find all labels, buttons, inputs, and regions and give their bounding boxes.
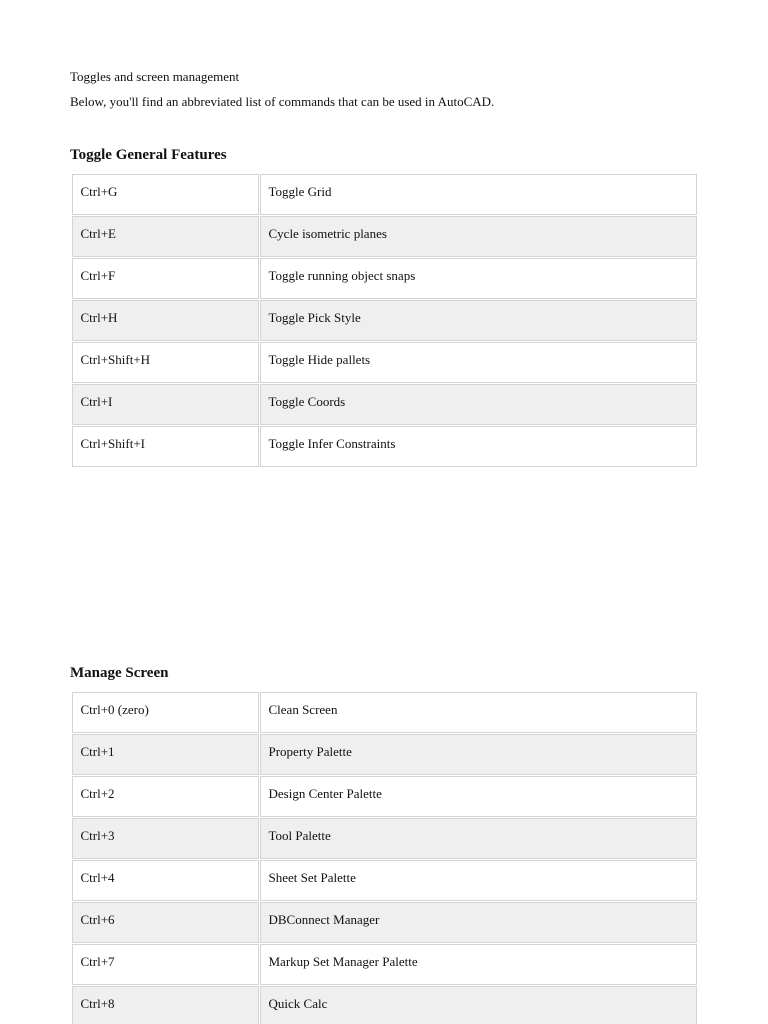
table-row <box>71 943 698 985</box>
table-row <box>71 985 698 1024</box>
table-row <box>71 859 698 901</box>
shortcut-key-cell: Ctrl+E <box>72 216 259 257</box>
shortcut-description-cell: Tool Palette <box>260 818 697 859</box>
shortcut-description-cell: Property Palette <box>260 734 697 775</box>
manage-screen-table <box>71 691 698 1024</box>
shortcut-description-cell: Toggle Infer Constraints <box>260 426 697 467</box>
shortcut-key-cell: Ctrl+G <box>72 174 259 215</box>
shortcut-description-cell: Toggle Hide pallets <box>260 342 697 383</box>
table-row <box>71 775 698 817</box>
table-row <box>71 383 698 425</box>
shortcut-key-cell: Ctrl+1 <box>72 734 259 775</box>
shortcut-description-cell: Toggle Pick Style <box>260 300 697 341</box>
shortcut-description-cell: Design Center Palette <box>260 776 697 817</box>
shortcut-description-cell: Sheet Set Palette <box>260 860 697 901</box>
table-row <box>71 817 698 859</box>
section-heading-toggle-general-features: Toggle General Features <box>70 147 227 163</box>
shortcut-description-cell: Toggle running object snaps <box>260 258 697 299</box>
table-row <box>71 733 698 775</box>
table-row <box>71 425 698 467</box>
shortcut-description-cell: Cycle isometric planes <box>260 216 697 257</box>
shortcut-key-cell: Ctrl+Shift+H <box>72 342 259 383</box>
shortcut-key-cell: Ctrl+6 <box>72 902 259 943</box>
section-heading-manage-screen: Manage Screen <box>70 665 169 681</box>
table-row <box>71 215 698 257</box>
shortcut-key-cell: Ctrl+4 <box>72 860 259 901</box>
intro-title: Toggles and screen management <box>70 69 240 84</box>
shortcut-description-cell: DBConnect Manager <box>260 902 697 943</box>
shortcut-key-cell: Ctrl+I <box>72 384 259 425</box>
shortcut-key-cell: Ctrl+Shift+I <box>72 426 259 467</box>
shortcut-key-cell: Ctrl+F <box>72 258 259 299</box>
shortcut-key-cell: Ctrl+7 <box>72 944 259 985</box>
intro-description: Below, you'll find an abbreviated list of commands that can be used in AutoCAD. <box>70 94 495 109</box>
shortcut-description-cell: Toggle Coords <box>260 384 697 425</box>
table-row <box>71 341 698 383</box>
shortcut-key-cell: Ctrl+8 <box>72 986 259 1024</box>
table-row <box>71 299 698 341</box>
table-row <box>71 901 698 943</box>
table-row <box>71 691 698 733</box>
shortcut-key-cell: Ctrl+2 <box>72 776 259 817</box>
shortcut-description-cell: Toggle Grid <box>260 174 697 215</box>
shortcut-description-cell: Clean Screen <box>260 692 697 733</box>
shortcut-description-cell: Quick Calc <box>260 986 697 1024</box>
shortcut-description-cell: Markup Set Manager Palette <box>260 944 697 985</box>
shortcut-key-cell: Ctrl+0 (zero) <box>72 692 259 733</box>
table-row <box>71 173 698 215</box>
shortcut-key-cell: Ctrl+3 <box>72 818 259 859</box>
toggle-general-features-table <box>71 173 698 467</box>
shortcut-key-cell: Ctrl+H <box>72 300 259 341</box>
table-row <box>71 257 698 299</box>
